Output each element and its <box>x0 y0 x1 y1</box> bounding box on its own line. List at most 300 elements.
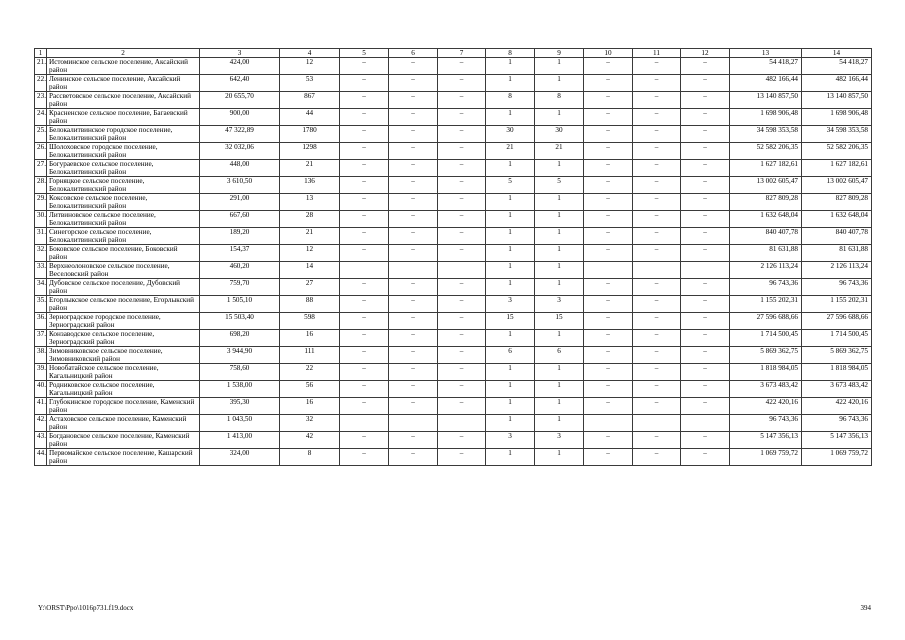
row-number: 40. <box>35 381 47 398</box>
value-cell: 1 <box>486 58 535 75</box>
amount-cell: 3 673 483,42 <box>730 381 802 398</box>
amount-cell: 3 673 483,42 <box>802 381 872 398</box>
settlement-name: Коксовское сельское поселение, Белокалитвинский район <box>47 194 200 211</box>
settlement-name: Дубовское сельское поселение, Дубовский район <box>47 279 200 296</box>
value-cell: – <box>584 75 633 92</box>
value-cell: – <box>389 296 438 313</box>
amount-cell: 81 631,88 <box>730 245 802 262</box>
value-cell: 30 <box>535 126 584 143</box>
row-number: 21. <box>35 58 47 75</box>
value-cell: – <box>681 126 730 143</box>
table-row <box>35 415 872 432</box>
column-header-7: 7 <box>438 49 486 58</box>
value-cell: 20 655,70 <box>200 92 280 109</box>
value-cell <box>633 415 681 432</box>
value-cell: – <box>389 143 438 160</box>
value-cell: – <box>584 432 633 449</box>
value-cell: – <box>681 211 730 228</box>
value-cell: – <box>681 75 730 92</box>
value-cell: – <box>438 245 486 262</box>
value-cell: – <box>438 160 486 177</box>
value-cell: – <box>438 296 486 313</box>
value-cell: – <box>633 313 681 330</box>
value-cell: – <box>438 313 486 330</box>
value-cell: – <box>340 211 389 228</box>
value-cell: – <box>584 109 633 126</box>
value-cell: 3 610,50 <box>200 177 280 194</box>
value-cell <box>389 415 438 432</box>
value-cell: 1 <box>486 160 535 177</box>
amount-cell: 1 818 984,05 <box>730 364 802 381</box>
header-row <box>35 49 872 58</box>
value-cell: 1 <box>486 330 535 347</box>
row-number: 42. <box>35 415 47 432</box>
value-cell <box>340 262 389 279</box>
settlement-name: Новобатайское сельское поселение, Кагальницкий район <box>47 364 200 381</box>
amount-cell: 13 140 857,50 <box>802 92 872 109</box>
value-cell: – <box>389 126 438 143</box>
value-cell: – <box>438 449 486 466</box>
value-cell: – <box>438 279 486 296</box>
value-cell: 21 <box>535 143 584 160</box>
row-number: 24. <box>35 109 47 126</box>
value-cell: – <box>438 381 486 398</box>
amount-cell: 5 147 356,13 <box>802 432 872 449</box>
value-cell: – <box>633 126 681 143</box>
amount-cell: 1 069 759,72 <box>730 449 802 466</box>
row-number: 43. <box>35 432 47 449</box>
value-cell: 21 <box>280 160 340 177</box>
table-row <box>35 279 872 296</box>
amount-cell: 54 418,27 <box>802 58 872 75</box>
value-cell: – <box>584 347 633 364</box>
value-cell: 642,40 <box>200 75 280 92</box>
value-cell: – <box>438 143 486 160</box>
value-cell: 8 <box>280 449 340 466</box>
settlement-name: Ленинское сельское поселение, Аксайский район <box>47 75 200 92</box>
value-cell: 1 <box>486 245 535 262</box>
row-number: 25. <box>35 126 47 143</box>
value-cell: – <box>633 194 681 211</box>
settlement-name: Конзаводское сельское поселение, Зерноградский район <box>47 330 200 347</box>
data-table <box>34 48 872 466</box>
value-cell: – <box>681 296 730 313</box>
value-cell: – <box>633 160 681 177</box>
value-cell: 13 <box>280 194 340 211</box>
amount-cell: 1 632 648,04 <box>802 211 872 228</box>
value-cell: – <box>340 364 389 381</box>
value-cell: – <box>584 160 633 177</box>
value-cell: 1 <box>535 415 584 432</box>
value-cell: – <box>633 449 681 466</box>
amount-cell: 827 809,28 <box>730 194 802 211</box>
value-cell: – <box>389 245 438 262</box>
value-cell: – <box>633 245 681 262</box>
value-cell: – <box>633 75 681 92</box>
row-number: 22. <box>35 75 47 92</box>
value-cell <box>681 415 730 432</box>
settlement-name: Астаховское сельское поселение, Каменский район <box>47 415 200 432</box>
settlement-name: Верхнеолоновское сельское поселение, Веселовский район <box>47 262 200 279</box>
value-cell: – <box>389 432 438 449</box>
settlement-name: Красненское сельское поселение, Багаевский район <box>47 109 200 126</box>
value-cell: – <box>681 279 730 296</box>
amount-cell: 2 126 113,24 <box>802 262 872 279</box>
row-number: 29. <box>35 194 47 211</box>
table-row <box>35 177 872 194</box>
column-header-8: 8 <box>486 49 535 58</box>
value-cell: – <box>633 347 681 364</box>
value-cell: 47 322,89 <box>200 126 280 143</box>
value-cell: – <box>340 228 389 245</box>
column-header-2: 2 <box>47 49 200 58</box>
value-cell: 1 <box>486 75 535 92</box>
value-cell: – <box>438 432 486 449</box>
value-cell: 1 043,50 <box>200 415 280 432</box>
column-header-12: 12 <box>681 49 730 58</box>
value-cell: 5 <box>486 177 535 194</box>
amount-cell: 827 809,28 <box>802 194 872 211</box>
value-cell: – <box>584 449 633 466</box>
page-number: 394 <box>860 604 871 612</box>
value-cell: – <box>584 92 633 109</box>
amount-cell: 52 582 206,35 <box>802 143 872 160</box>
value-cell: 32 <box>280 415 340 432</box>
value-cell: – <box>389 279 438 296</box>
value-cell: 16 <box>280 330 340 347</box>
value-cell: – <box>681 398 730 415</box>
value-cell: – <box>681 58 730 75</box>
value-cell: – <box>633 58 681 75</box>
row-number: 39. <box>35 364 47 381</box>
amount-cell: 34 598 353,58 <box>802 126 872 143</box>
value-cell: – <box>340 75 389 92</box>
amount-cell: 1 818 984,05 <box>802 364 872 381</box>
value-cell: 759,70 <box>200 279 280 296</box>
column-header-13: 13 <box>730 49 802 58</box>
value-cell: – <box>389 313 438 330</box>
value-cell: – <box>633 381 681 398</box>
value-cell: 1 <box>535 109 584 126</box>
value-cell: – <box>584 194 633 211</box>
value-cell: 1 <box>535 381 584 398</box>
value-cell: 136 <box>280 177 340 194</box>
value-cell: – <box>584 398 633 415</box>
row-number: 37. <box>35 330 47 347</box>
value-cell: – <box>633 279 681 296</box>
value-cell: – <box>633 398 681 415</box>
value-cell: 1 <box>535 398 584 415</box>
amount-cell: 27 596 688,66 <box>802 313 872 330</box>
value-cell: 6 <box>486 347 535 364</box>
value-cell: 30 <box>486 126 535 143</box>
table-row <box>35 449 872 466</box>
value-cell: 22 <box>280 364 340 381</box>
settlement-name: Белокалитвинское городское поселение, Белокалитвинский район <box>47 126 200 143</box>
value-cell: 1 538,00 <box>200 381 280 398</box>
value-cell: 16 <box>280 398 340 415</box>
value-cell: 424,00 <box>200 58 280 75</box>
amount-cell: 840 407,78 <box>802 228 872 245</box>
value-cell: – <box>584 296 633 313</box>
value-cell: – <box>584 313 633 330</box>
value-cell: 1 <box>535 245 584 262</box>
row-number: 35. <box>35 296 47 313</box>
value-cell <box>584 415 633 432</box>
table-row <box>35 432 872 449</box>
value-cell: – <box>389 109 438 126</box>
value-cell: 1 <box>486 398 535 415</box>
amount-cell: 2 126 113,24 <box>730 262 802 279</box>
value-cell: 111 <box>280 347 340 364</box>
table-row <box>35 109 872 126</box>
value-cell: 1 <box>535 279 584 296</box>
value-cell: – <box>389 177 438 194</box>
file-path: Y:\ORST\Ppo\1016p731.f19.docx <box>38 604 134 612</box>
value-cell: – <box>340 160 389 177</box>
value-cell: 154,37 <box>200 245 280 262</box>
value-cell: – <box>389 398 438 415</box>
amount-cell: 1 627 182,61 <box>730 160 802 177</box>
value-cell: – <box>389 211 438 228</box>
amount-cell: 96 743,36 <box>730 279 802 296</box>
value-cell: – <box>681 245 730 262</box>
value-cell: – <box>389 347 438 364</box>
value-cell: – <box>389 92 438 109</box>
value-cell: – <box>681 330 730 347</box>
value-cell: 1 <box>486 279 535 296</box>
column-header-14: 14 <box>802 49 872 58</box>
value-cell: – <box>633 109 681 126</box>
column-header-1: 1 <box>35 49 47 58</box>
value-cell: 867 <box>280 92 340 109</box>
table-row <box>35 75 872 92</box>
row-number: 44. <box>35 449 47 466</box>
value-cell: – <box>584 381 633 398</box>
value-cell: 53 <box>280 75 340 92</box>
amount-cell: 52 582 206,35 <box>730 143 802 160</box>
value-cell: 667,60 <box>200 211 280 228</box>
value-cell: – <box>340 347 389 364</box>
value-cell: – <box>438 75 486 92</box>
value-cell: – <box>584 279 633 296</box>
value-cell: 8 <box>486 92 535 109</box>
value-cell <box>340 415 389 432</box>
settlement-name: Синегорское сельское поселение, Белокалитвинский район <box>47 228 200 245</box>
table-row <box>35 347 872 364</box>
table-row <box>35 58 872 75</box>
value-cell: – <box>389 194 438 211</box>
value-cell: – <box>584 58 633 75</box>
value-cell: – <box>584 330 633 347</box>
value-cell <box>438 262 486 279</box>
value-cell: 5 <box>535 177 584 194</box>
value-cell: – <box>438 228 486 245</box>
value-cell: – <box>340 92 389 109</box>
settlement-name: Родниковское сельское поселение, Кагальницкий район <box>47 381 200 398</box>
value-cell: 3 <box>486 296 535 313</box>
amount-cell: 96 743,36 <box>802 415 872 432</box>
column-header-10: 10 <box>584 49 633 58</box>
value-cell: – <box>633 177 681 194</box>
value-cell: – <box>681 194 730 211</box>
amount-cell: 1 714 500,45 <box>730 330 802 347</box>
value-cell: 3 944,90 <box>200 347 280 364</box>
value-cell: 900,00 <box>200 109 280 126</box>
value-cell: – <box>438 330 486 347</box>
value-cell: 1 <box>486 364 535 381</box>
value-cell: 15 <box>486 313 535 330</box>
value-cell: 1 <box>486 262 535 279</box>
value-cell: 1 <box>535 58 584 75</box>
column-header-3: 3 <box>200 49 280 58</box>
row-number: 38. <box>35 347 47 364</box>
row-number: 28. <box>35 177 47 194</box>
amount-cell: 5 147 356,13 <box>730 432 802 449</box>
table-body <box>35 49 872 466</box>
value-cell: – <box>438 109 486 126</box>
value-cell: 1 <box>486 211 535 228</box>
value-cell: – <box>584 364 633 381</box>
value-cell: – <box>584 126 633 143</box>
value-cell: – <box>340 432 389 449</box>
value-cell: 15 503,40 <box>200 313 280 330</box>
settlement-name: Рассветовское сельское поселение, Аксайский район <box>47 92 200 109</box>
value-cell: – <box>681 228 730 245</box>
column-header-9: 9 <box>535 49 584 58</box>
value-cell <box>438 415 486 432</box>
value-cell: – <box>681 432 730 449</box>
settlement-name: Первомайское сельское поселение, Кашарский район <box>47 449 200 466</box>
value-cell: – <box>340 143 389 160</box>
amount-cell: 1 632 648,04 <box>730 211 802 228</box>
value-cell: 1 <box>535 228 584 245</box>
value-cell: – <box>340 126 389 143</box>
value-cell: 6 <box>535 347 584 364</box>
settlement-name: Богураевское сельское поселение, Белокалитвинский район <box>47 160 200 177</box>
value-cell: – <box>633 228 681 245</box>
value-cell: – <box>389 75 438 92</box>
value-cell: 32 032,06 <box>200 143 280 160</box>
value-cell: – <box>389 330 438 347</box>
row-number: 36. <box>35 313 47 330</box>
value-cell: 1 <box>486 449 535 466</box>
value-cell: – <box>438 92 486 109</box>
amount-cell: 1 155 202,31 <box>802 296 872 313</box>
column-header-5: 5 <box>340 49 389 58</box>
row-number: 27. <box>35 160 47 177</box>
row-number: 34. <box>35 279 47 296</box>
value-cell: 21 <box>280 228 340 245</box>
value-cell: – <box>633 92 681 109</box>
amount-cell: 96 743,36 <box>730 415 802 432</box>
settlement-name: Зерноградское городское поселение, Зерноградский район <box>47 313 200 330</box>
value-cell: – <box>340 245 389 262</box>
value-cell: – <box>340 58 389 75</box>
row-number: 33. <box>35 262 47 279</box>
value-cell: – <box>633 432 681 449</box>
value-cell: 15 <box>535 313 584 330</box>
table-row <box>35 330 872 347</box>
table-row <box>35 245 872 262</box>
amount-cell: 81 631,88 <box>802 245 872 262</box>
column-header-11: 11 <box>633 49 681 58</box>
settlement-name: Истоминское сельское поселение, Аксайский район <box>47 58 200 75</box>
table-row <box>35 92 872 109</box>
value-cell: 3 <box>535 432 584 449</box>
amount-cell: 840 407,78 <box>730 228 802 245</box>
value-cell: – <box>584 228 633 245</box>
settlement-name: Зимовниковское сельское поселение, Зимовниковский район <box>47 347 200 364</box>
value-cell: 1 505,10 <box>200 296 280 313</box>
value-cell: – <box>389 449 438 466</box>
value-cell: – <box>438 194 486 211</box>
value-cell: – <box>389 364 438 381</box>
value-cell: 12 <box>280 245 340 262</box>
row-number: 23. <box>35 92 47 109</box>
value-cell: 758,60 <box>200 364 280 381</box>
value-cell <box>681 262 730 279</box>
value-cell: – <box>438 126 486 143</box>
amount-cell: 13 002 605,47 <box>730 177 802 194</box>
settlement-name: Горняцкое сельское поселение, Белокалитвинский район <box>47 177 200 194</box>
value-cell: – <box>681 381 730 398</box>
value-cell: – <box>438 177 486 194</box>
amount-cell: 482 166,44 <box>730 75 802 92</box>
value-cell: – <box>340 330 389 347</box>
value-cell: 291,00 <box>200 194 280 211</box>
column-header-6: 6 <box>389 49 438 58</box>
value-cell <box>389 262 438 279</box>
value-cell: 28 <box>280 211 340 228</box>
value-cell: 448,00 <box>200 160 280 177</box>
settlement-name: Егорлыкское сельское поселение, Егорлыкский район <box>47 296 200 313</box>
value-cell: – <box>681 313 730 330</box>
value-cell: 8 <box>535 92 584 109</box>
amount-cell: 1 698 906,48 <box>802 109 872 126</box>
table-row <box>35 398 872 415</box>
table-row <box>35 228 872 245</box>
settlement-name: Глубокинское городское поселение, Каменский район <box>47 398 200 415</box>
table-row <box>35 262 872 279</box>
value-cell: 88 <box>280 296 340 313</box>
settlement-name: Богдановское сельское поселение, Каменский район <box>47 432 200 449</box>
table-row <box>35 296 872 313</box>
value-cell: 395,30 <box>200 398 280 415</box>
value-cell: – <box>681 449 730 466</box>
row-number: 31. <box>35 228 47 245</box>
amount-cell: 1 155 202,31 <box>730 296 802 313</box>
column-header-4: 4 <box>280 49 340 58</box>
row-number: 30. <box>35 211 47 228</box>
value-cell: – <box>340 313 389 330</box>
table-row <box>35 160 872 177</box>
value-cell: 1 <box>486 228 535 245</box>
value-cell: 1 <box>486 381 535 398</box>
amount-cell: 54 418,27 <box>730 58 802 75</box>
value-cell: 3 <box>486 432 535 449</box>
value-cell: – <box>340 398 389 415</box>
value-cell: – <box>681 92 730 109</box>
value-cell: – <box>438 58 486 75</box>
value-cell: 1 <box>535 364 584 381</box>
value-cell: 21 <box>486 143 535 160</box>
value-cell: – <box>681 177 730 194</box>
value-cell: 460,20 <box>200 262 280 279</box>
value-cell: – <box>340 177 389 194</box>
value-cell: – <box>340 449 389 466</box>
value-cell: – <box>340 109 389 126</box>
